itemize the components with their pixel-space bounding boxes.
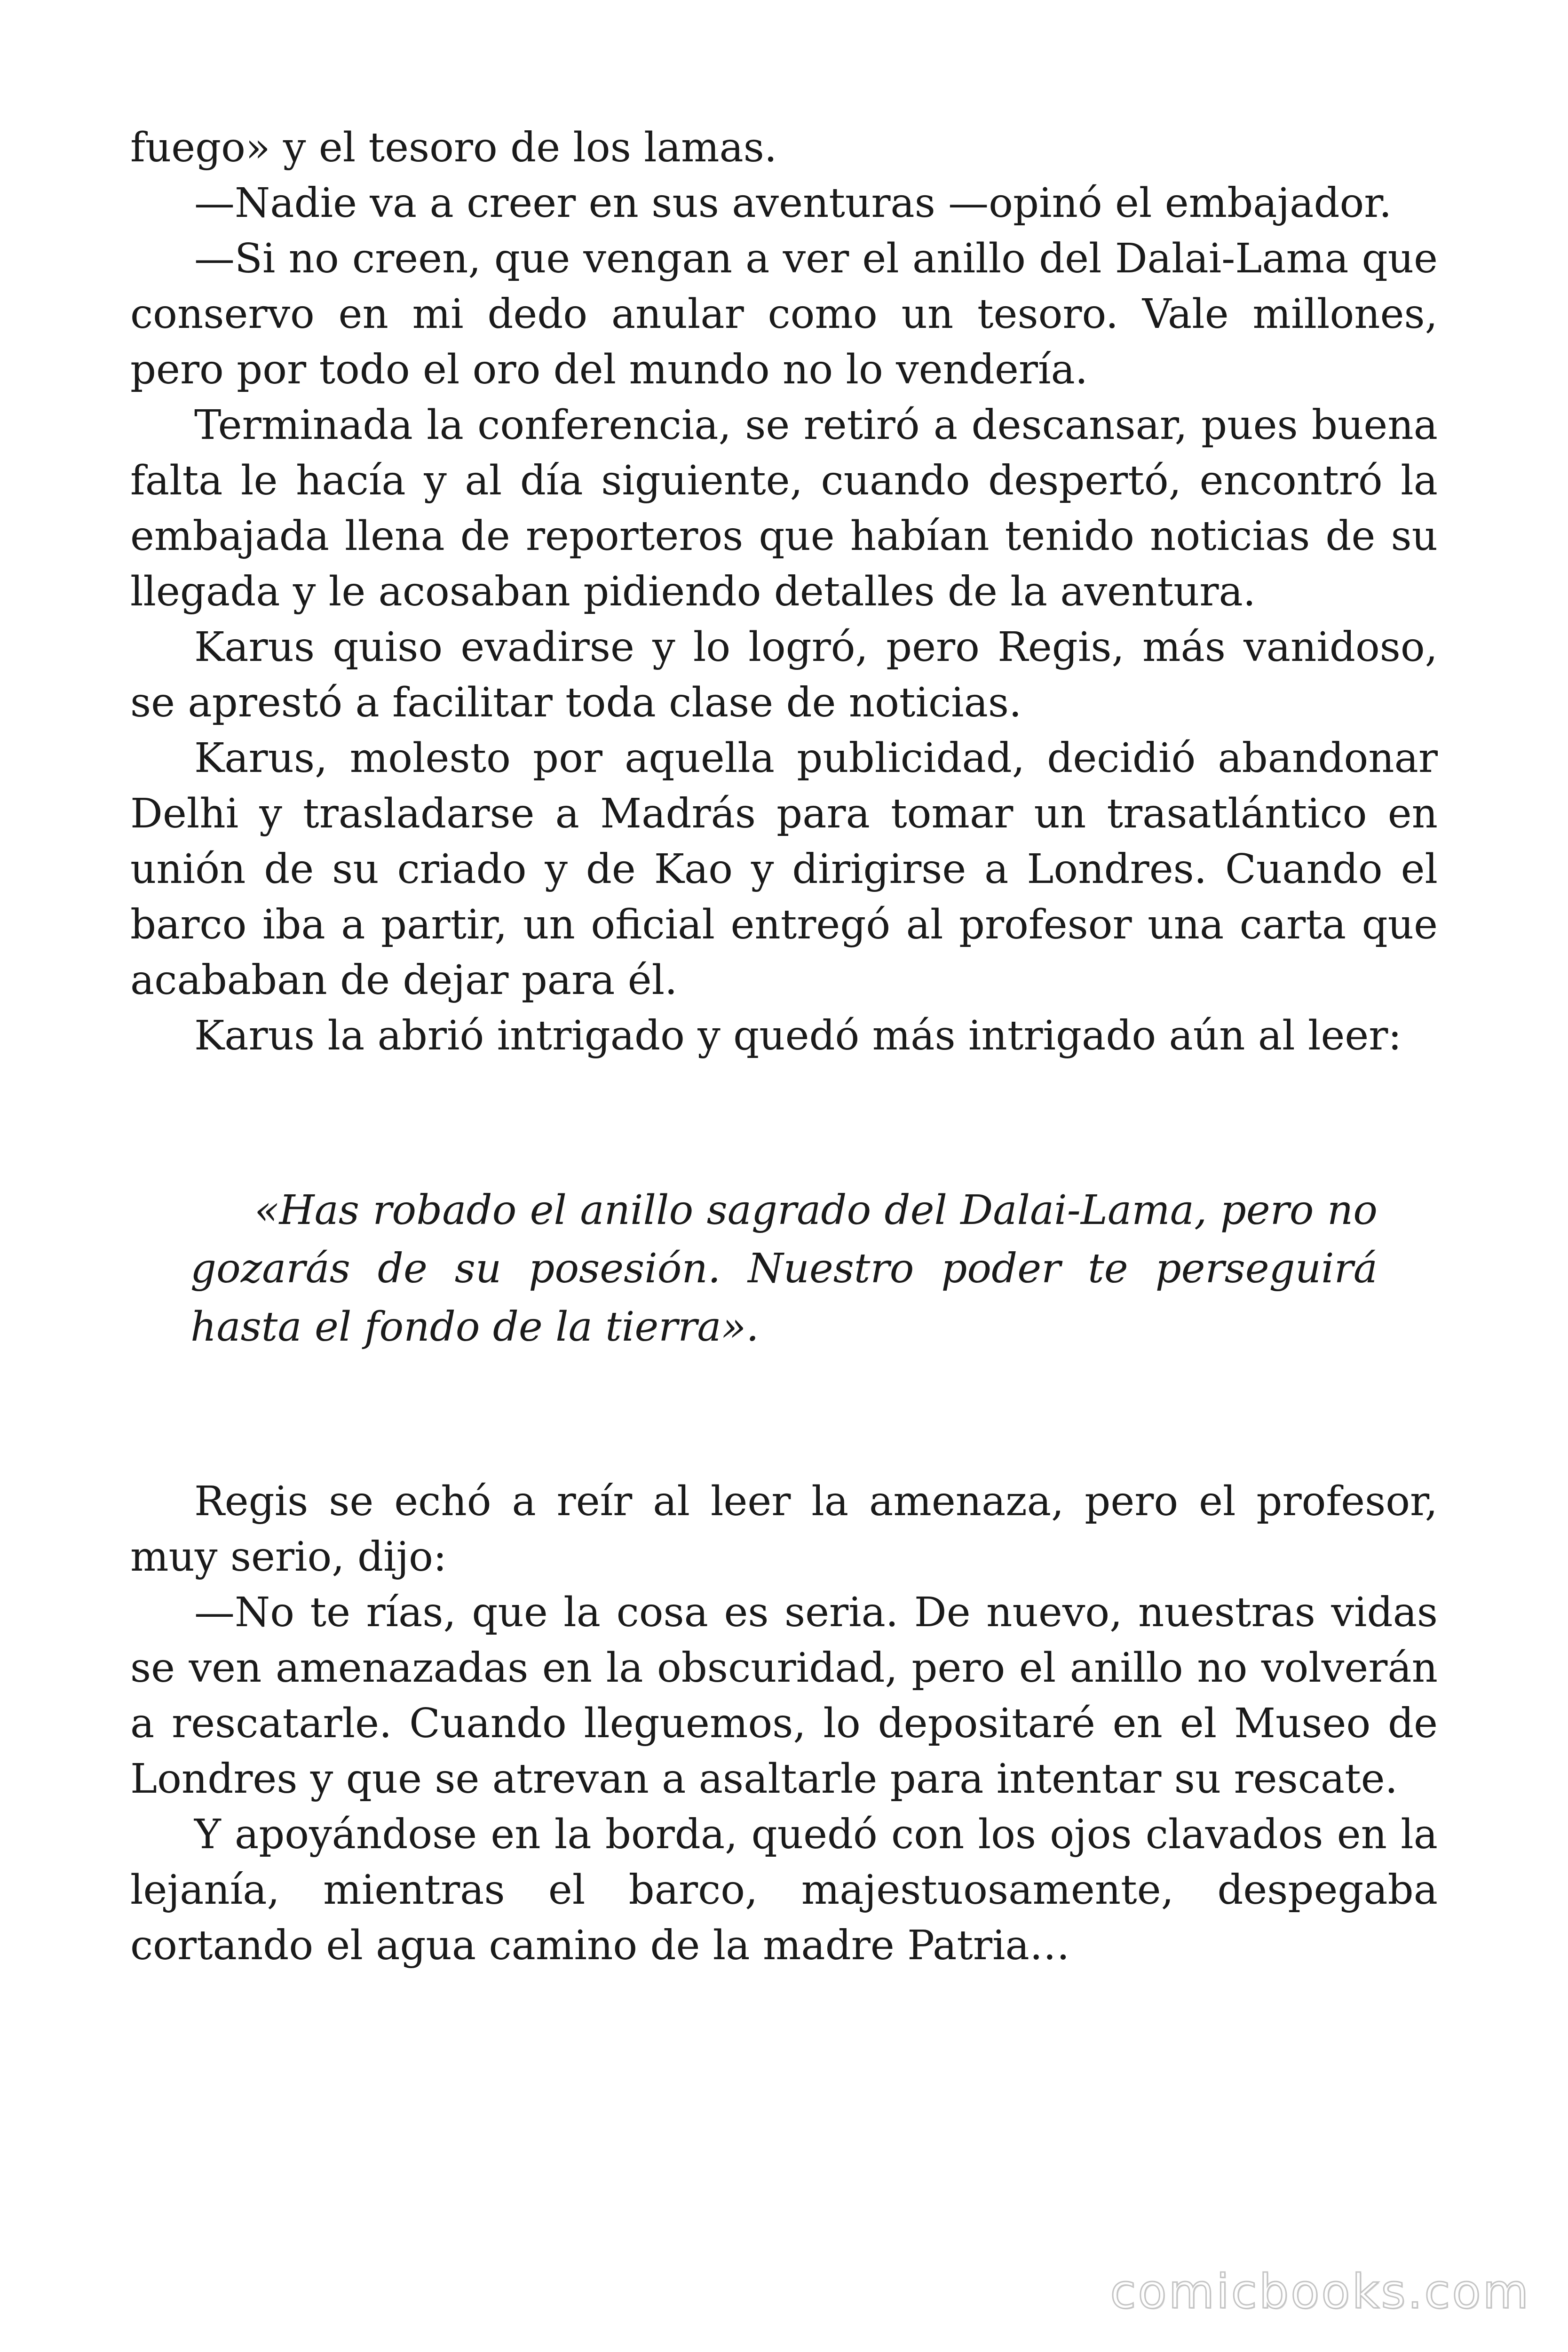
paragraph: Karus la abrió intrigado y quedó más intrigado aún al leer: [194, 1012, 1402, 1059]
paragraph: —Nadie va a creer en sus aventuras —opinó el embajador. [194, 180, 1392, 227]
paragraph: Terminada la conferencia, se retiró a descansar, pues buena falta le hacía y al día siguiente, cuando despertó, encontró la embajada llena de reporteros que habían tenido noticias de su llegada y le acosaban pidiendo detalles de la aventura. [130, 402, 1438, 615]
paragraph: Regis se echó a reír al leer la amenaza, pero el profesor, muy serio, dijo: [130, 1478, 1438, 1581]
paragraph: Y apoyándose en la borda, quedó con los ojos clavados en la lejanía, mientras el barco, majestuosamente, despegaba cortando el agua camino de la madre Patria… [130, 1811, 1438, 1969]
letter-quote: «Has robado el anillo sagrado del Dalai-Lama, pero no gozarás de su posesión. Nuestro poder te perseguirá hasta el fondo de la tierra». [190, 1187, 1378, 1351]
paragraph: Karus, molesto por aquella publicidad, decidió abandonar Delhi y trasladarse a Madrás para tomar un trasatlántico en unión de su criado y de Kao y dirigirse a Londres. Cuando el barco iba a partir, un oficial entregó al profesor una carta que acababan de dejar para él. [130, 735, 1438, 1004]
watermark-text: comicbooks.com [1110, 2264, 1530, 2319]
paragraph: Karus quiso evadirse y lo logró, pero Regis, más vanidoso, se aprestó a facilitar toda clase de noticias. [130, 624, 1438, 726]
paragraph: —No te rías, que la cosa es seria. De nuevo, nuestras vidas se ven amenazadas en la obscuridad, pero el anillo no volverán a rescatarle. Cuando lleguemos, lo depositaré en el Museo de Londres y que se atrevan a asaltarle para intentar su rescate. [130, 1589, 1438, 1803]
paragraph: fuego» y el tesoro de los lamas. [130, 124, 777, 171]
page-body [130, 120, 1438, 1973]
paragraph: —Si no creen, que vengan a ver el anillo del Dalai-Lama que conservo en mi dedo anular como un tesoro. Vale millones, pero por todo el oro del mundo no lo vendería. [130, 235, 1438, 393]
